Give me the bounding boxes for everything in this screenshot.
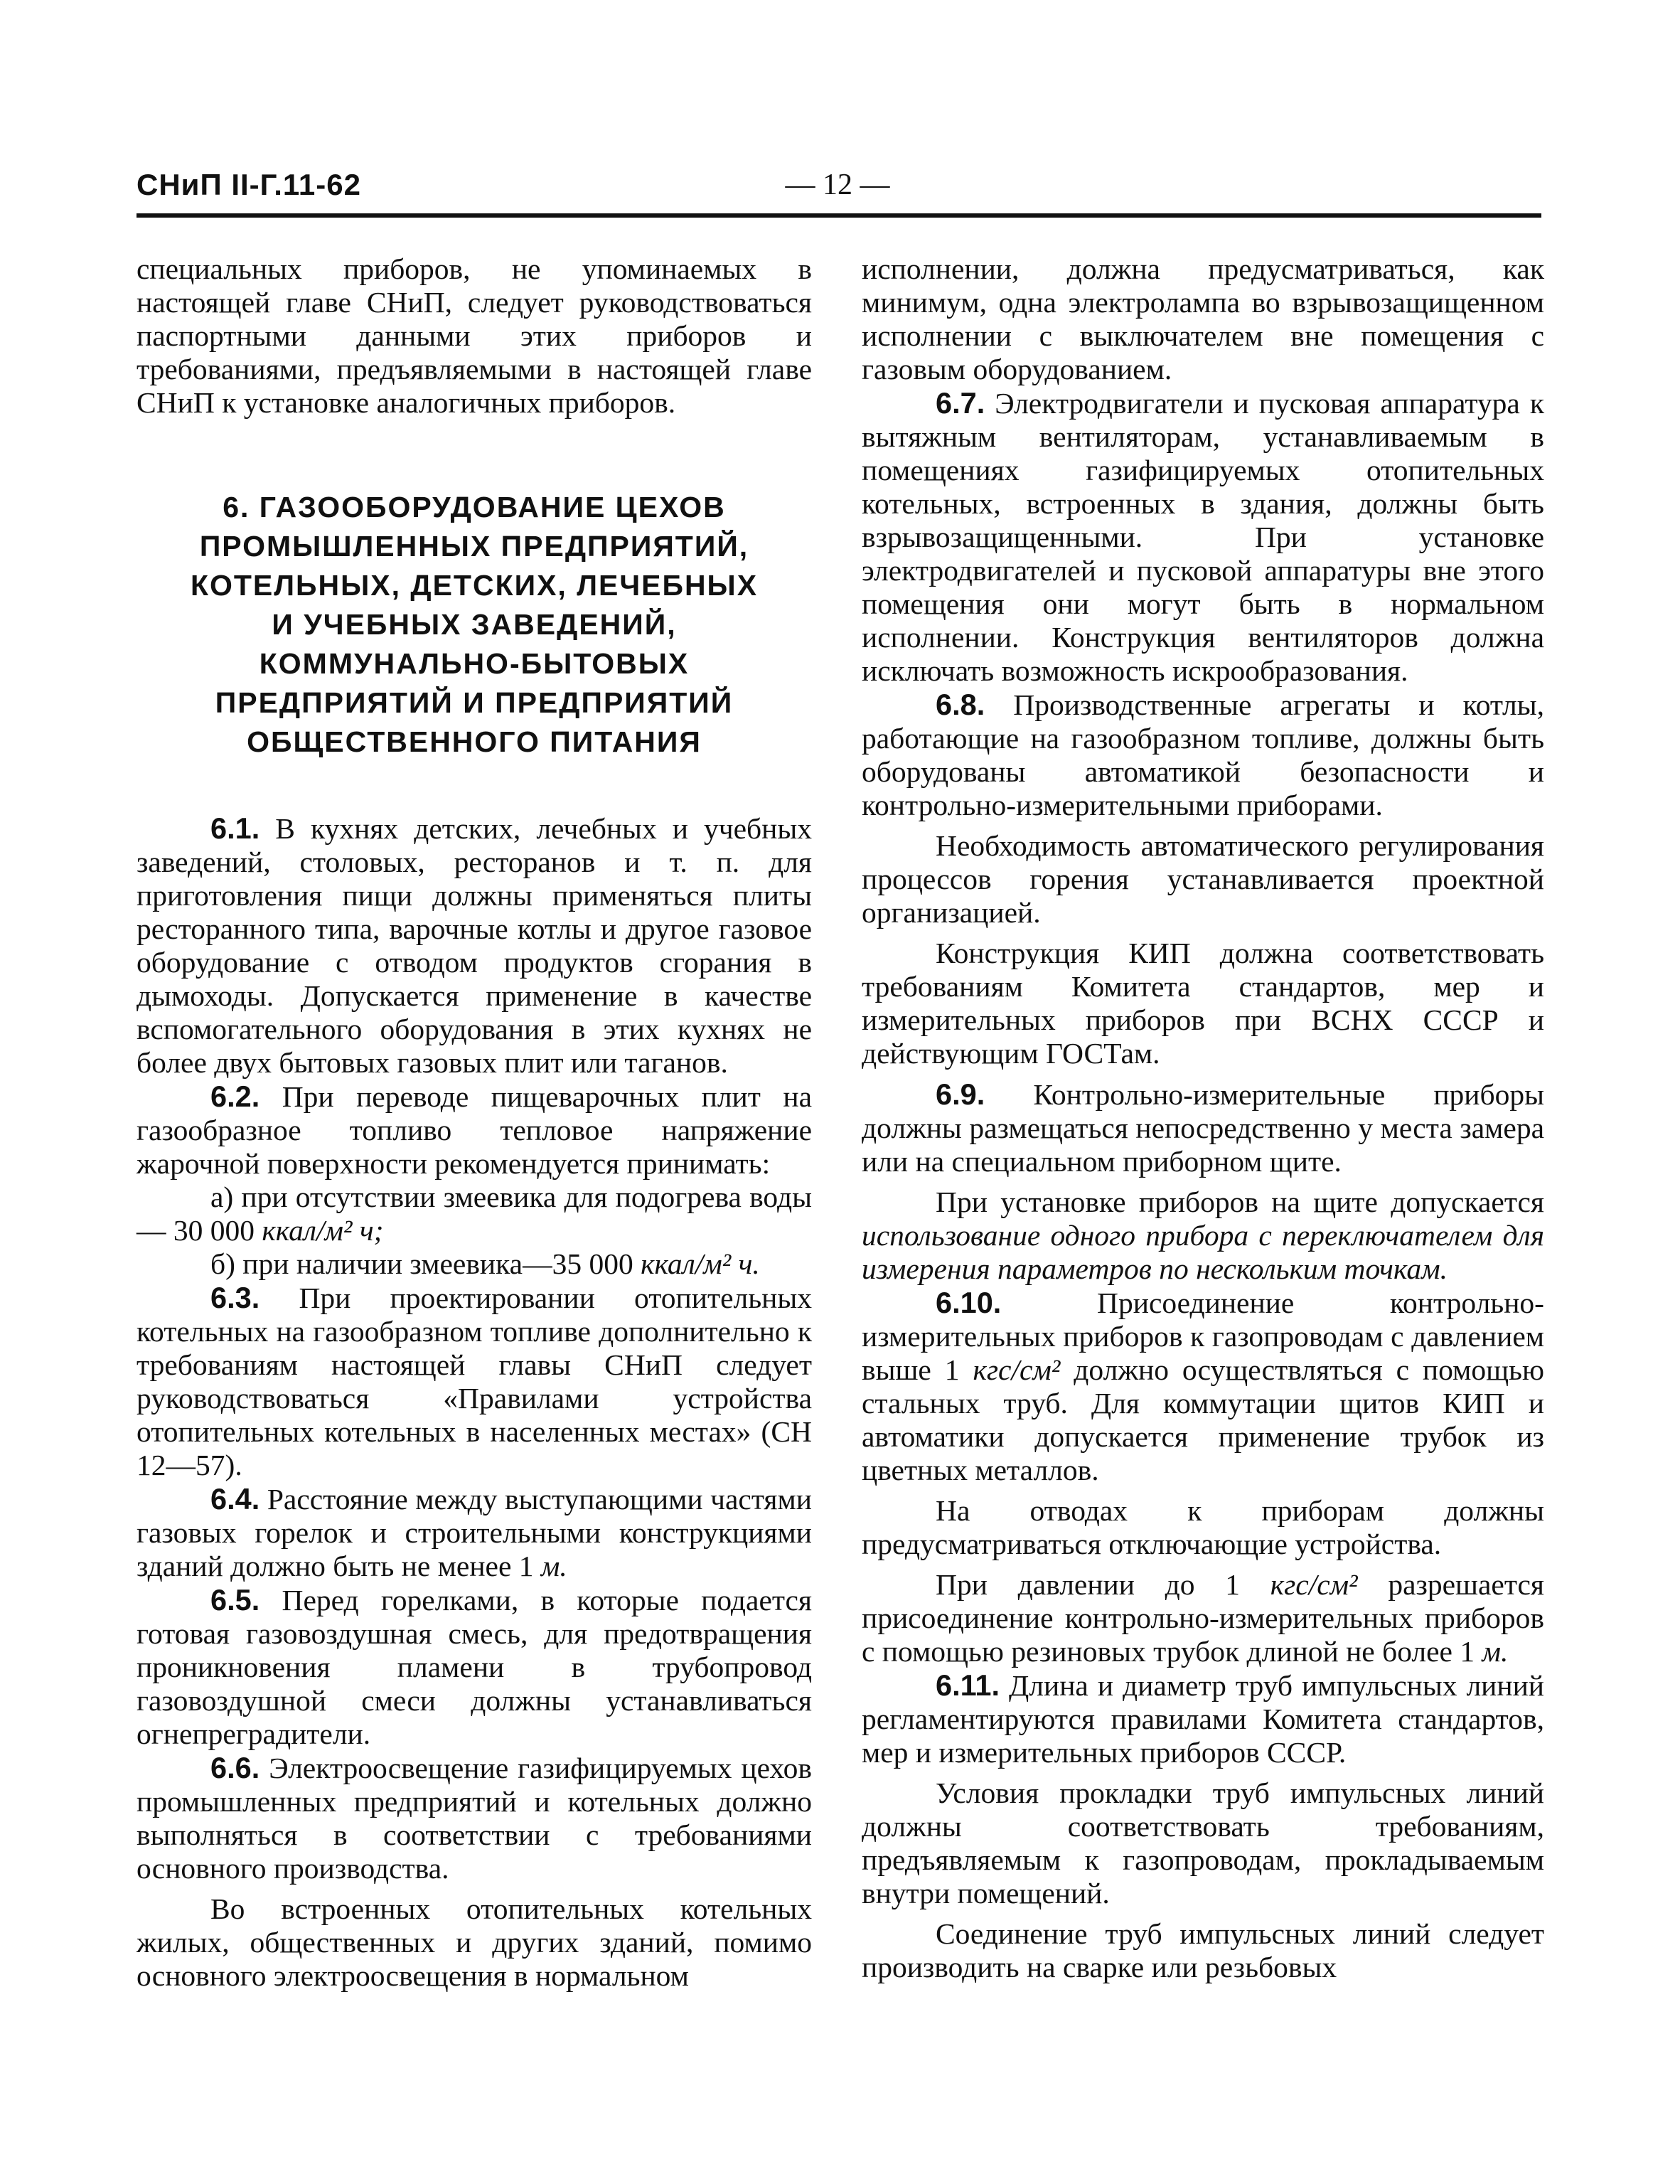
section-heading-line: КОММУНАЛЬНО-БЫТОВЫХ bbox=[259, 647, 690, 680]
clause-6-4 bbox=[137, 1482, 812, 1583]
clause-text: б) при наличии змеевика—35 000 bbox=[210, 1247, 641, 1280]
italic-text: использование одного прибора с переключателем для измерения параметров по нескольким точкам. bbox=[862, 1219, 1544, 1285]
clause-number: 6.9. bbox=[936, 1077, 985, 1111]
left-column bbox=[137, 252, 812, 1993]
clause-text: При переводе пищеварочных плит на газообразное топливо тепловое напряжение жарочной поверхности рекомендуется принимать: bbox=[137, 1080, 812, 1180]
clause-number: 6.6. bbox=[210, 1751, 260, 1784]
section-heading-line: КОТЕЛЬНЫХ, ДЕТСКИХ, ЛЕЧЕБНЫХ bbox=[190, 569, 759, 602]
clause-number: 6.11. bbox=[936, 1668, 1000, 1702]
clause-6-8-kip: Конструкция КИП должна соответствовать требованиям Комитета стандартов, мер и измерительных приборов при ВСНХ СССР и действующим ГОСТам. bbox=[862, 937, 1544, 1070]
clause-text: Расстояние между выступающими частями газовых горелок и строительными конструкциями зданий должно быть не менее 1 bbox=[137, 1483, 812, 1582]
clause-6-10-rubber bbox=[862, 1568, 1544, 1668]
clause-text: Перед горелками, в которые подается готовая газовоздушная смесь, для предотвращения проникновения пламени в трубопровод газовоздушной смеси должны устанавливаться огнепреградители. bbox=[137, 1584, 813, 1750]
page-number: — 12 — bbox=[785, 169, 890, 201]
section-heading bbox=[137, 488, 812, 762]
unit-text: кгс/см² bbox=[973, 1353, 1061, 1386]
clause-6-11 bbox=[862, 1668, 1544, 1769]
section-heading-line: И УЧЕБНЫХ ЗАВЕДЕНИЙ, bbox=[272, 608, 677, 641]
clause-text: разрешается присоединение контрольно-измерительных приборов с помощью резиновых трубок длиной не более 1 bbox=[862, 1568, 1544, 1668]
clause-6-2-a bbox=[137, 1181, 812, 1247]
clause-number: 6.7. bbox=[936, 386, 985, 420]
unit-text: кгс/см² bbox=[1270, 1568, 1358, 1601]
continued-paragraph: исполнении, должна предусматриваться, как минимум, одна электролампа во взрывозащищенном исполнении с выключателем вне помещения с газовым оборудованием. bbox=[862, 252, 1544, 385]
page-header bbox=[137, 168, 1539, 213]
clause-number: 6.4. bbox=[210, 1482, 260, 1516]
clause-6-8 bbox=[862, 688, 1544, 822]
header-rule bbox=[137, 213, 1541, 218]
clause-6-9-panel bbox=[862, 1186, 1544, 1286]
clause-6-3 bbox=[137, 1281, 812, 1482]
clause-6-2 bbox=[137, 1080, 812, 1181]
clause-number: 6.2. bbox=[210, 1080, 260, 1113]
section-heading-line: ОБЩЕСТВЕННОГО ПИТАНИЯ bbox=[247, 725, 702, 758]
document-code: СНиП II-Г.11-62 bbox=[137, 168, 361, 201]
clause-6-10 bbox=[862, 1286, 1544, 1487]
clause-6-6-continued: Во встроенных отопительных котельных жилых, общественных и других зданий, помимо основного электроосвещения в нормальном bbox=[137, 1892, 812, 1992]
right-column bbox=[862, 252, 1544, 1984]
unit-text: ккал/м² ч; bbox=[262, 1214, 384, 1247]
clause-6-8-regulation: Необходимость автоматического регулирования процессов горения устанавливается проектной организацией. bbox=[862, 829, 1544, 929]
unit-text: м. bbox=[540, 1550, 567, 1582]
clause-6-11-laying: Условия прокладки труб импульсных линий должны соответствовать требованиям, предъявляемым к газопроводам, прокладываемым внутри помещений. bbox=[862, 1777, 1544, 1909]
clause-text: В кухнях детских, лечебных и учебных заведений, столовых, ресторанов и т. п. для приготовления пищи должны применяться плиты ресторанного типа, варочные котлы и другое газовое оборудование с отводом продуктов сгорания в дымоходы. Допускается применение в качестве вспомогательного оборудования в этих кухнях не более двух бытовых газовых плит или таганов. bbox=[137, 812, 813, 1079]
clause-number: 6.3. bbox=[210, 1281, 260, 1314]
clause-6-1 bbox=[137, 811, 812, 1080]
clause-6-11-joining: Соединение труб импульсных линий следует производить на сварке или резьбовых bbox=[862, 1917, 1544, 1983]
clause-number: 6.1. bbox=[210, 811, 260, 845]
clause-6-2-b bbox=[137, 1247, 812, 1281]
clause-6-10-valves: На отводах к приборам должны предусматриваться отключающие устройства. bbox=[862, 1494, 1544, 1560]
clause-text: При установке приборов на щите допускается bbox=[936, 1186, 1544, 1218]
clause-6-9 bbox=[862, 1077, 1544, 1178]
intro-paragraph: специальных приборов, не упоминаемых в настоящей главе СНиП, следует руководствоваться паспортными данными этих приборов и требованиями, предъявляемыми в настоящей главе СНиП к установке аналогичных приборов. bbox=[137, 252, 812, 419]
clause-text: а) при отсутствии змеевика для подогрева воды — 30 000 bbox=[137, 1181, 812, 1247]
section-heading-line: ПРЕДПРИЯТИЙ И ПРЕДПРИЯТИЙ bbox=[215, 686, 734, 719]
section-heading-line: 6. ГАЗООБОРУДОВАНИЕ ЦЕХОВ bbox=[223, 491, 726, 523]
unit-text: м. bbox=[1482, 1635, 1509, 1668]
clause-text: При давлении до 1 bbox=[936, 1568, 1270, 1601]
clause-text: Производственные агрегаты и котлы, работающие на газообразном топливе, должны быть оборудованы автоматикой безопасности и контрольно-измерительными приборами. bbox=[862, 688, 1544, 821]
clause-text: Контрольно-измерительные приборы должны размещаться непосредственно у места замера или на специальном приборном щите. bbox=[862, 1078, 1544, 1178]
clause-6-7 bbox=[862, 386, 1544, 688]
clause-6-6 bbox=[137, 1751, 812, 1885]
unit-text: ккал/м² ч. bbox=[641, 1247, 760, 1280]
section-heading-line: ПРОМЫШЛЕННЫХ ПРЕДПРИЯТИЙ, bbox=[199, 530, 749, 563]
clause-6-5 bbox=[137, 1583, 812, 1751]
clause-number: 6.8. bbox=[936, 688, 985, 721]
clause-number: 6.10. bbox=[936, 1286, 1002, 1319]
clause-text: должно осуществляться с помощью стальных труб. Для коммутации щитов КИП и автоматики допускается применение трубок из цветных металлов. bbox=[862, 1353, 1544, 1486]
clause-text: Длина и диаметр труб импульсных линий регламентируются правилами Комитета стандартов, мер и измерительных приборов СССР. bbox=[862, 1669, 1545, 1769]
clause-number: 6.5. bbox=[210, 1583, 260, 1616]
clause-text: Присоединение контрольно-измерительных приборов к газопроводам с давлением выше 1 bbox=[862, 1287, 1545, 1386]
clause-text: Электроосвещение газифицируемых цехов промышленных предприятий и котельных должно выполняться в соответствии с требованиями основного производства. bbox=[137, 1752, 812, 1885]
clause-text: При проектировании отопительных котельных на газообразном топливе дополнительно к требованиям настоящей главы СНиП следует руководствоваться «Правилами устройства отопительных котельных в населенных местах» (СН 12—57). bbox=[137, 1282, 812, 1481]
clause-text: Электродвигатели и пусковая аппаратура к вытяжным вентиляторам, устанавливаемым в помещениях газифицируемых отопительных котельных, встроенных в здания, должны быть взрывозащищенными. При установке электродвигателей и пусковой аппаратуры вне этого помещения они могут быть в нормальном исполнении. Конструкция вентиляторов должна исключать возможность искрообразования. bbox=[862, 387, 1545, 687]
